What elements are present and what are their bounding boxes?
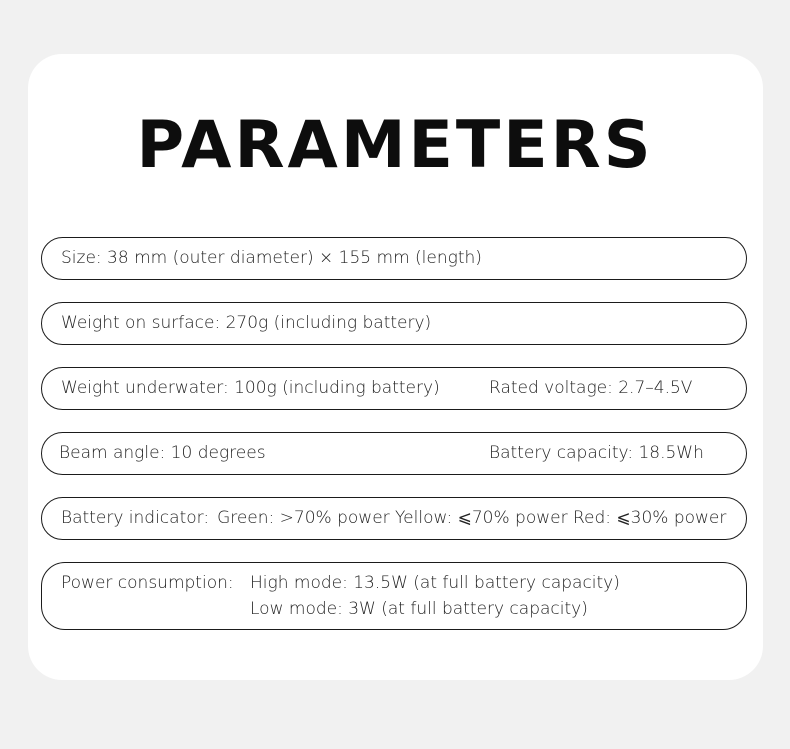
power-high-mode: High mode: 13.5W (at full battery capacity) [250,573,620,593]
spec-rated-voltage: Rated voltage: 2.7–4.5V [489,378,693,398]
battery-indicator-label: Battery indicator: [61,508,210,528]
spec-battery-indicator [61,498,726,539]
spec-size: Size: 38 mm (outer diameter) × 155 mm (length) [61,248,482,268]
spec-row-beam-battery [41,432,747,475]
spec-row-size [41,237,747,280]
spec-battery-capacity: Battery capacity: 18.5Wh [489,443,704,463]
spec-row-battery-indicator [41,497,747,540]
power-low-mode: Low mode: 3W (at full battery capacity) [250,599,588,619]
spec-row-weight-surface [41,302,747,345]
battery-indicator-value: Green: >70% power Yellow: ⩽70% power Red: ⩽30% power [217,508,727,528]
spec-weight-underwater: Weight underwater: 100g (including battery) [61,378,440,398]
page-title: PARAMETERS [136,108,654,183]
power-consumption-label: Power consumption: [61,573,234,593]
spec-row-weight-voltage [41,367,747,410]
spec-weight-surface: Weight on surface: 270g (including battery) [61,313,432,333]
spec-beam-angle: Beam angle: 10 degrees [59,443,266,463]
spec-row-power-consumption [41,562,747,630]
